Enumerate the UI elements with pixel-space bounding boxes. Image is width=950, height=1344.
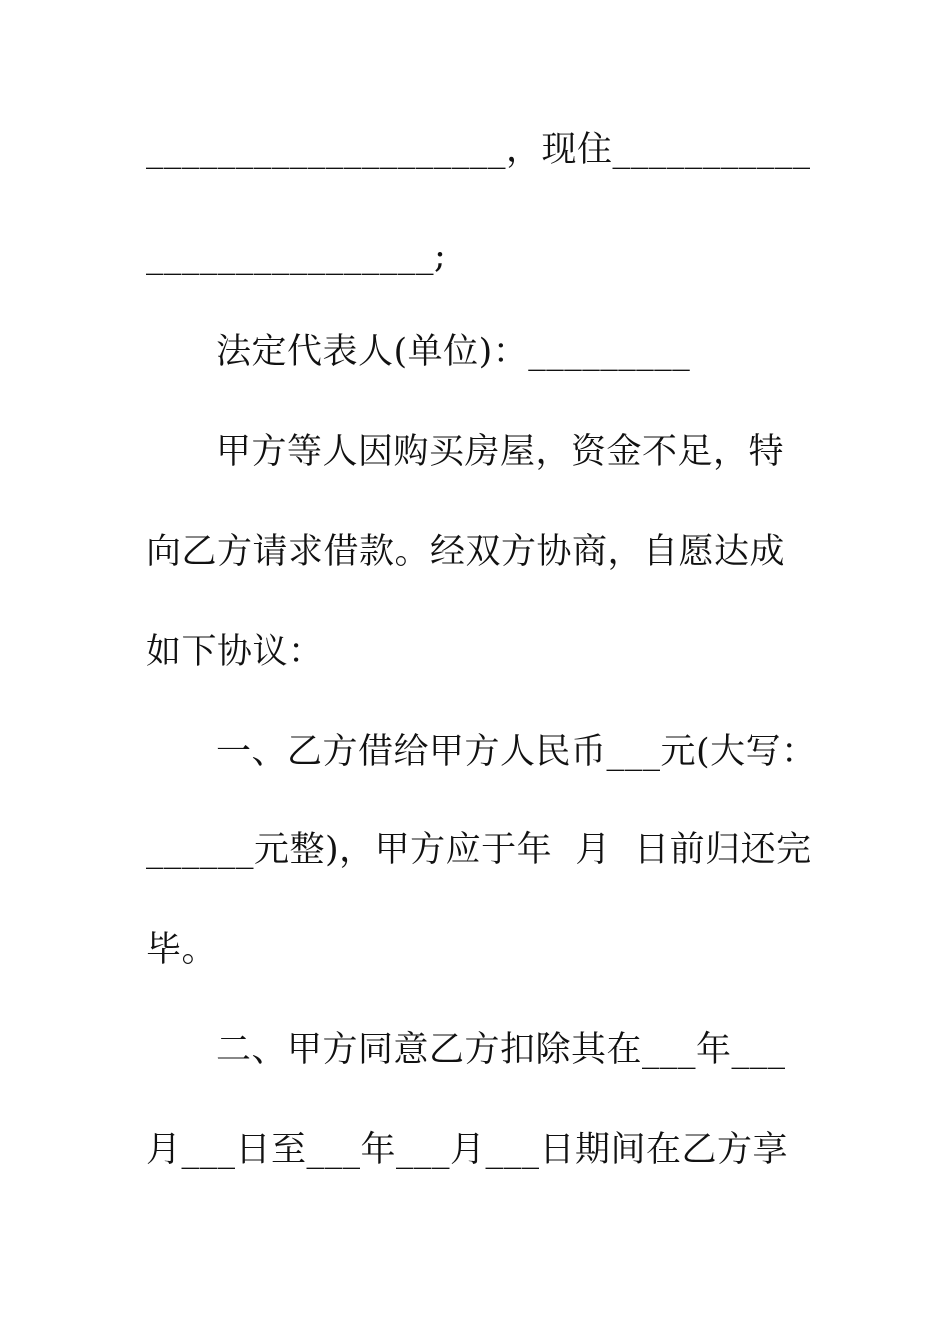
clause-two-line-2: 月___日至___年___月___日期间在乙方享: [146, 1130, 789, 1170]
clause-one-line-3: 毕。: [146, 930, 218, 970]
clause-two-line-1: 二、甲方同意乙方扣除其在___年___: [216, 1030, 786, 1070]
clause-one-line-1: 一、乙方借给甲方人民币___元(大写：: [216, 732, 817, 772]
party-address-continuation: ________________;: [146, 236, 447, 276]
intro-paragraph-line-1: 甲方等人因购买房屋，资金不足，特: [216, 432, 785, 472]
intro-paragraph-line-3: 如下协议：: [146, 632, 324, 672]
clause-one-line-2: ______元整)，甲方应于年 月 日前归还完: [146, 830, 812, 870]
party-address-line: ____________________，现住___________: [146, 130, 811, 170]
legal-representative-line: 法定代表人(单位)：_________: [216, 332, 691, 372]
intro-paragraph-line-2: 向乙方请求借款。经双方协商，自愿达成: [146, 532, 786, 572]
